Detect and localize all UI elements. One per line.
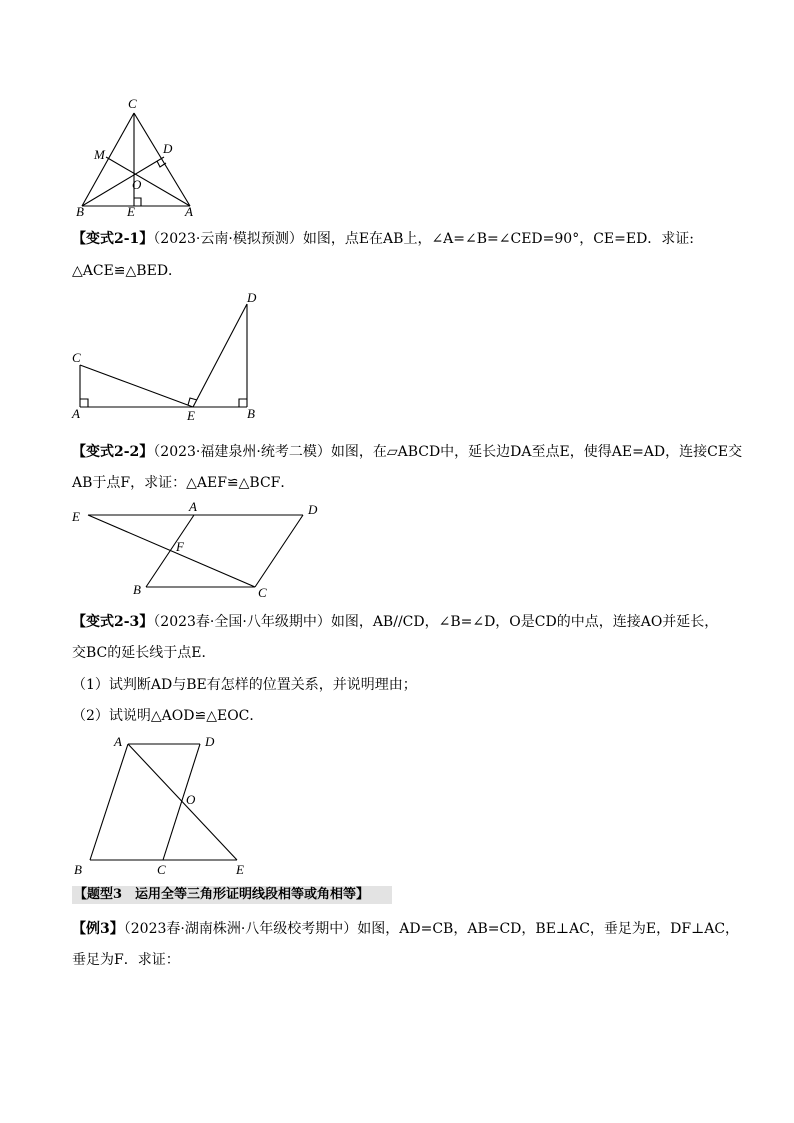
v23-question-2: （2）试说明△AOD≌△EOC． — [72, 708, 264, 724]
label-f3: F — [176, 539, 184, 554]
label-a3: A — [189, 499, 197, 514]
label-a2: A — [72, 406, 80, 421]
label-c4: C — [157, 862, 166, 877]
v21-line2: △ACE≌△BED． — [72, 263, 183, 279]
v21-tag: 【变式2-1】 — [72, 231, 154, 247]
label-e: E — [127, 204, 135, 219]
label-m: M — [94, 147, 105, 162]
ex3-tag: 【例3】 — [72, 921, 124, 937]
label-e4: E — [236, 862, 244, 877]
label-a4: A — [114, 734, 122, 749]
label-o: O — [132, 177, 142, 192]
label-o4: O — [186, 792, 196, 807]
ex3-text1: （2023春·湖南株洲·八年级校考期中）如图，AD=CB，AB=CD，BE⊥AC，垂足为E，DF⊥AC， — [123, 921, 740, 937]
label-b3: B — [133, 582, 141, 597]
v23-text1: （2023春·全国·八年级期中）如图，AB//CD，∠B=∠D，O是CD的中点，连接AO并延长， — [153, 614, 719, 630]
label-a: A — [185, 204, 193, 219]
v22-line2: AB于点F，求证：△AEF≌△BCF． — [72, 475, 295, 491]
label-b: B — [76, 204, 84, 219]
label-d4: D — [205, 734, 215, 749]
label-b4: B — [74, 862, 82, 877]
label-e2: E — [187, 408, 195, 423]
v23-question-1: （1）试判断AD与BE有怎样的位置关系，并说明理由； — [72, 677, 417, 693]
v22-tag: 【变式2-2】 — [72, 444, 154, 460]
label-e3: E — [72, 509, 80, 524]
label-c3: C — [258, 585, 267, 600]
v23-tag: 【变式2-3】 — [72, 614, 154, 630]
label-d2: D — [247, 290, 257, 305]
label-c2: C — [72, 350, 81, 365]
label-c: C — [128, 96, 137, 111]
v22-text1: （2023·福建泉州·统考二模）如图，在▱ABCD中，延长边DA至点E，使得AE=AD，连接CE交 — [153, 444, 743, 460]
section-heading: 【题型3 运用全等三角形证明线段相等或角相等】 — [72, 886, 392, 904]
label-d3: D — [308, 502, 318, 517]
label-d: D — [163, 141, 173, 156]
v23-line2: 交BC的延长线于点E． — [72, 645, 216, 661]
ex3-line2: 垂足为F．求证： — [72, 952, 180, 968]
ex3-line1 — [72, 920, 739, 938]
label-b2: B — [247, 406, 255, 421]
v21-text1: （2023·云南·模拟预测）如图，点E在AB上，∠A=∠B=∠CED=90°，CE=ED．求证: — [153, 231, 695, 247]
